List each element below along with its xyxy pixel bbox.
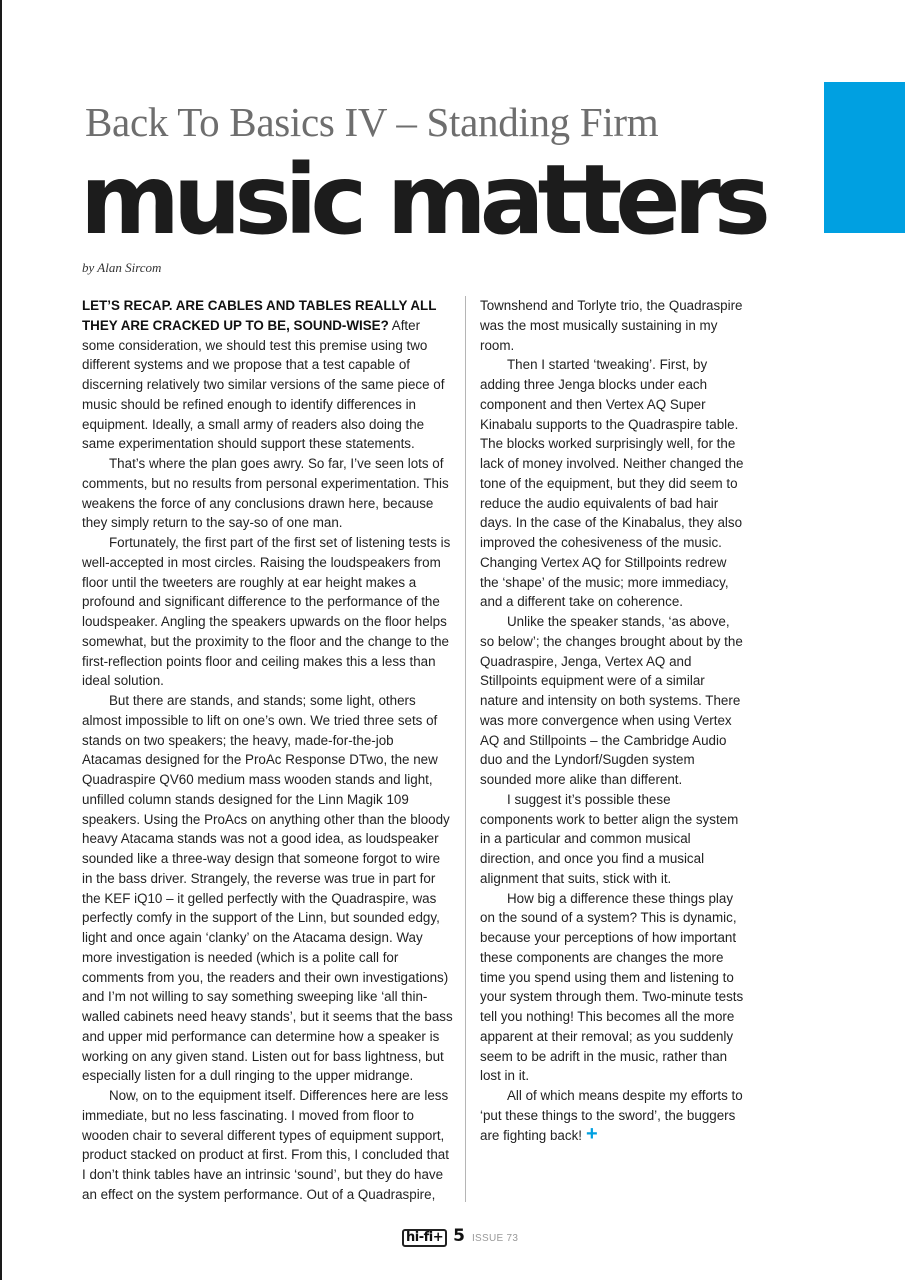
magazine-logo: hi-fi+ <box>402 1229 447 1247</box>
article-paragraph <box>480 1086 746 1145</box>
article-paragraph: How big a difference these things play on the sound of a system? This is dynamic, because your perceptions of how important these components are changes the more time you spend using them and listening to your system through them. Two-minute tests tell you nothing! This becomes all the more apparent at their removal; as you suddenly seem to be adrift in the music, rather than lost in it. <box>480 890 744 1084</box>
article-column-left <box>82 296 454 1205</box>
end-of-article-mark: + <box>585 1122 598 1145</box>
article-kicker: Back To Basics IV – Standing Firm <box>85 99 659 145</box>
article-paragraph: I suggest it’s possible these components work to better align the system in a particular and common musical direction, and once you find a musical alignment that suits, stick with it. <box>480 791 739 886</box>
section-headline: music matters <box>80 144 764 256</box>
article-paragraph: Fortunately, the first part of the first set of listening tests is well-accepted in most circles. Raising the loudspeakers from floor until the tweeters are roughly at ear height makes a profound and significant difference to the performance of the loudspeaker. Angling the speakers upwards on the floor helps somewhat, but the proximity to the floor and the change to the first-reflection points floor and ceiling makes this a less than ideal solution. <box>82 535 451 689</box>
article-paragraph: That’s where the plan goes awry. So far, I’ve seen lots of comments, but no results from personal experimentation. This weakens the force of any conclusions drawn here, because they simply return to the say-so of one man. <box>82 456 449 531</box>
article-paragraph: Now, on to the equipment itself. Differences here are less immediate, but no less fascinating. I moved from floor to wooden chair to several different types of equipment support, product stacked on product at first. From this, I concluded that I don’t think tables have an intrinsic ‘sound’, but they do have an effect on the system performance. Out of a Quadraspire, <box>82 1088 449 1202</box>
article-paragraph: Then I started ‘tweaking’. First, by adding three Jenga blocks under each component and then Vertex AQ Super Kinabalu supports to the Quadraspire table. The blocks worked surprisingly well, for the lack of money involved. Neither changed the tone of the equipment, but they did seem to reduce the audio equivalents of bad hair days. In the case of the Kinabalus, they also improved the cohesiveness of the music. Changing Vertex AQ for Stillpoints redrew the ‘shape’ of the music; more immediacy, and a different take on coherence. <box>480 357 744 610</box>
page-number: 5 <box>453 1226 465 1246</box>
article-paragraph <box>82 296 454 454</box>
paragraph-text: After some consideration, we should test this premise using two different systems and we propose that a test capable of discerning relatively two similar versions of the same piece of music should be refined enough to identify differences in equipment. Ideally, a small army of readers also doing the same experimentation should support these statements. <box>82 317 445 452</box>
section-color-tab <box>824 82 905 233</box>
article-column-right <box>480 296 746 1145</box>
article-paragraph: But there are stands, and stands; some light, others almost impossible to lift on one’s own. We tried three sets of stands on two speakers; the heavy, made-for-the-job Atacamas designed for the ProAc Response DTwo, the new Quadraspire QV60 medium mass wooden stands and light, unfilled column stands designed for the Linn Magik 109 speakers. Using the ProAcs on anything other than the bloody heavy Atacama stands was not a good idea, as loudspeaker sounded like a three-way design that someone forgot to wire in the bass driver. Strangely, the reverse was true in part for the KEF iQ10 – it gelled perfectly with the Quadraspire, was perfectly comfy in the support of the Linn, but sounded edgy, light and once again ‘clanky’ on the Atacama design. Way more investigation is needed (which is a polite call for comments from you, the readers and their own investigations) and I’m not willing to say something sweeping like ‘all thin-walled cabinets need heavy stands’, but it seems that the bass and upper mid performance can determine how a speaker is working on any given stand. Listen out for bass lightness, but especially listen for a dull ringing to the upper midrange. <box>82 693 453 1084</box>
byline: by Alan Sircom <box>82 260 162 275</box>
page-edge-rule <box>0 0 2 1280</box>
paragraph-text: All of which means despite my efforts to ‘put these things to the sword’, the buggers are fighting back! <box>480 1088 743 1143</box>
page-footer <box>402 1226 518 1248</box>
issue-label: ISSUE 73 <box>471 1233 519 1244</box>
column-divider <box>465 296 466 1202</box>
lead-in: LET’S RECAP. ARE CABLES AND TABLES REALLY ALL THEY ARE CRACKED UP TO BE, SOUND-WISE? <box>82 298 437 333</box>
article-paragraph: Unlike the speaker stands, ‘as above, so below’; the changes brought about by the Quadraspire, Jenga, Vertex AQ and Stillpoints equipment were of a similar nature and intensity on both systems. There was more convergence when using Vertex AQ and Stillpoints – the Cambridge Audio duo and the Lyndorf/Sugden system sounded more alike than different. <box>480 614 743 787</box>
article-paragraph: Townshend and Torlyte trio, the Quadraspire was the most musically sustaining in my room. <box>480 298 743 353</box>
